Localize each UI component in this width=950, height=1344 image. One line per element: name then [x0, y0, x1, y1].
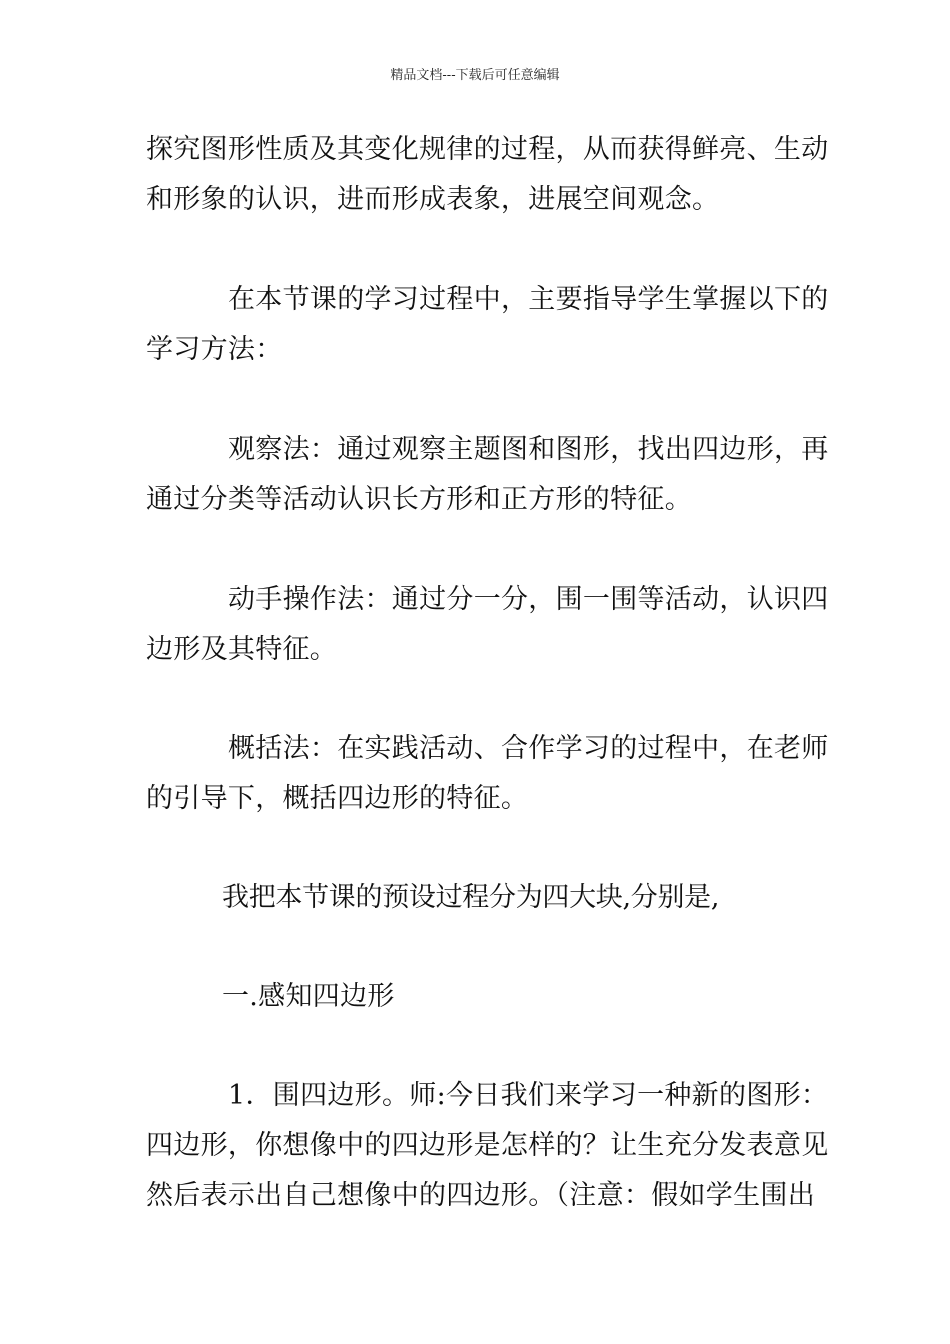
paragraph-3-line-1: 观察法：通过观察主题图和图形，找出四边形，再 [228, 434, 829, 465]
paragraph-8-line-1: 1．围四边形。师:今日我们来学习一种新的图形： [228, 1080, 829, 1111]
paragraph-5-line-1: 概括法：在实践活动、合作学习的过程中，在老师 [228, 733, 829, 764]
paragraph-3-line-2: 通过分类等活动认识长方形和正方形的特征。 [146, 484, 692, 515]
paragraph-5-line-2: 的引导下，概括四边形的特征。 [146, 783, 529, 814]
paragraph-1-line-1: 探究图形性质及其变化规律的过程，从而获得鲜亮、生动 [146, 134, 829, 165]
paragraph-2-line-1: 在本节课的学习过程中，主要指导学生掌握以下的 [228, 284, 829, 315]
paragraph-1-line-2: 和形象的认识，进而形成表象，进展空间观念。 [146, 184, 720, 215]
page-header: 精品文档---下载后可任意编辑 [390, 68, 560, 83]
paragraph-8-line-3: 然后表示出自己想像中的四边形。（注意：假如学生围出 [146, 1180, 815, 1211]
paragraph-2-line-2: 学习方法： [146, 334, 283, 365]
paragraph-4-line-1: 动手操作法：通过分一分，围一围等活动，认识四 [228, 584, 829, 615]
paragraph-6-line-1: 我把本节课的预设过程分为四大块,分别是, [222, 882, 720, 913]
section-heading: 一.感知四边形 [222, 981, 395, 1012]
paragraph-8-line-2: 四边形，你想像中的四边形是怎样的？让生充分发表意见 [146, 1130, 829, 1161]
paragraph-4-line-2: 边形及其特征。 [146, 634, 338, 665]
